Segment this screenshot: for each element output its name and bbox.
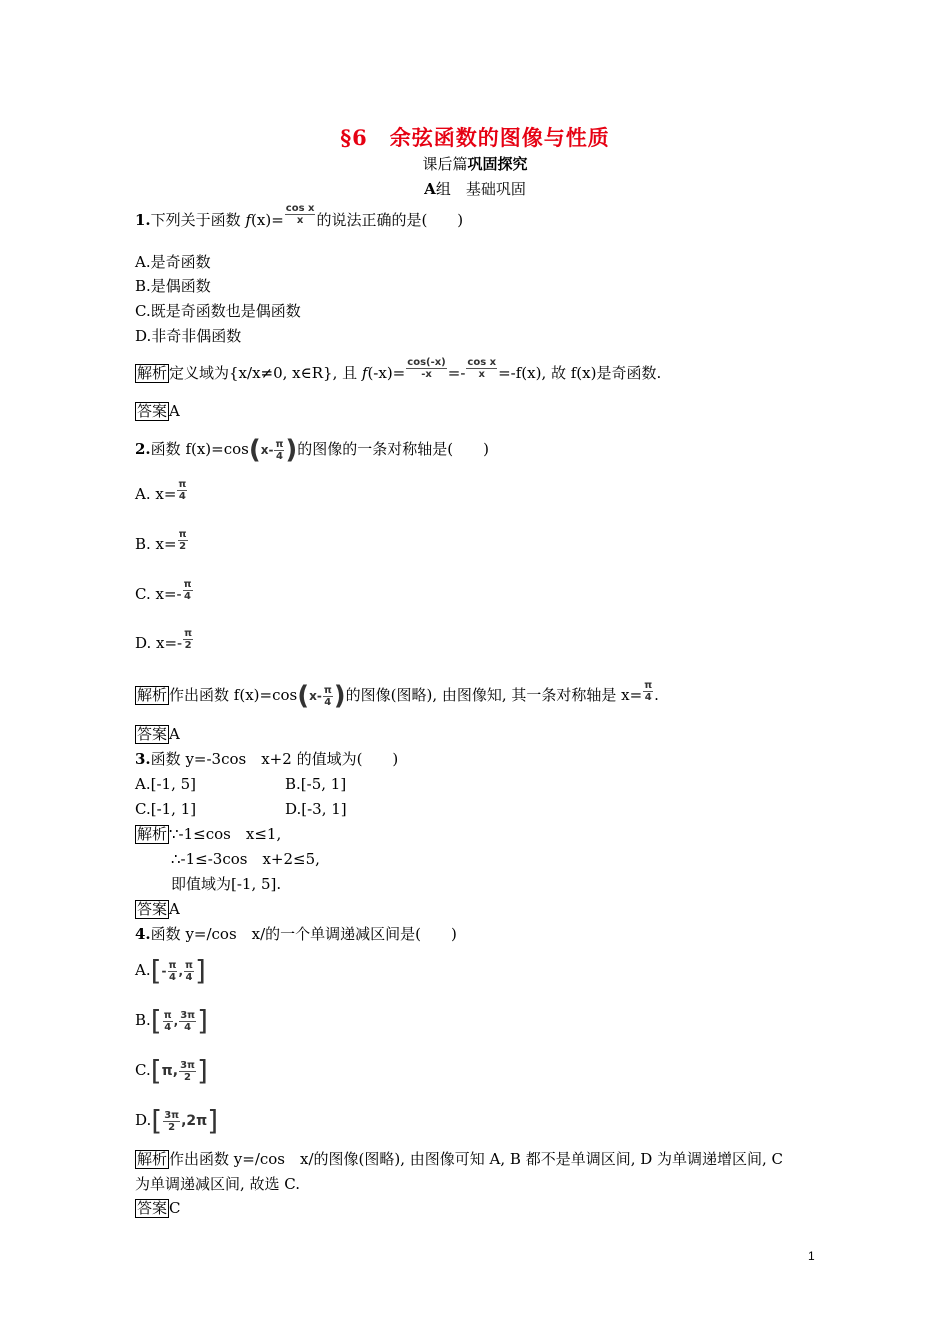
q3-option-a: A.[-1, 5] xyxy=(135,775,196,793)
q1-analysis-frac2 xyxy=(466,357,497,380)
frac-den: 4 xyxy=(169,971,176,983)
frac-num: cos(-x) xyxy=(407,356,446,368)
frac-den: 2 xyxy=(184,1071,191,1083)
frac-den: 2 xyxy=(179,540,187,552)
q4-option-a xyxy=(135,955,206,986)
page-title: §6 余弦函数的图像与性质 xyxy=(340,125,610,150)
q4-stem xyxy=(135,924,457,944)
q1-analysis-a: 定义域为{x/x≠0, x∈R}, 且 xyxy=(169,364,362,382)
frac-num: π xyxy=(184,627,193,639)
q1-option-a: A.是奇函数 xyxy=(135,253,211,271)
frac-den: 4 xyxy=(275,450,283,462)
frac-num: π xyxy=(185,959,193,971)
q1-eq: = xyxy=(271,211,284,229)
q1-analysis-f: f xyxy=(361,364,368,382)
frac-den: 4 xyxy=(185,971,193,983)
left-bracket: [ xyxy=(151,1104,163,1137)
q4-analysis-line2: 为单调递减区间, 故选 C. xyxy=(135,1175,301,1193)
right-paren: ) xyxy=(285,435,298,465)
q4-opt-b-frac2 xyxy=(179,1010,196,1033)
q2-opt-c-label: C. x=- xyxy=(135,585,182,603)
frac-num: 3π xyxy=(180,1009,196,1021)
q3-analysis xyxy=(135,824,281,844)
frac-den: 4 xyxy=(184,1021,192,1033)
frac-den: 2 xyxy=(184,639,192,651)
q2-option-a xyxy=(135,478,188,504)
q2-analysis-arg-x: x- xyxy=(309,689,322,703)
frac-num: π xyxy=(168,959,177,971)
q1-fraction xyxy=(285,203,316,226)
frac-den: 4 xyxy=(644,691,652,703)
q2-arg-frac xyxy=(274,439,284,462)
q1-option-d: D.非奇非偶函数 xyxy=(135,327,242,345)
q1-option-c: C.既是奇函数也是偶函数 xyxy=(135,302,301,320)
analysis-tag: 解析 xyxy=(137,825,168,843)
q3-stem xyxy=(135,749,398,769)
q2-opt-b-label: B. x= xyxy=(135,535,177,553)
q1-stem xyxy=(135,202,464,230)
left-bracket: [ xyxy=(150,1054,162,1087)
frac-num: π xyxy=(323,684,332,696)
q3-analysis-line1: ∵-1≤cos x≤1, xyxy=(169,825,282,843)
q2-analysis-b: 的图像(图略), 由图像知, 其一条对称轴是 x= xyxy=(345,686,643,704)
q4-number: 4. xyxy=(135,925,151,943)
frac-den: 4 xyxy=(178,490,186,502)
q2-opt-d-frac xyxy=(183,628,193,651)
q4-answer-value: C xyxy=(169,1199,181,1217)
q1-number: 1. xyxy=(135,211,151,229)
answer-tag: 答案 xyxy=(137,900,168,918)
q4-option-c xyxy=(135,1055,208,1086)
q4-opt-c-start: π, xyxy=(161,1063,179,1079)
frac-den: 4 xyxy=(184,590,192,602)
frac-num: 3π xyxy=(164,1109,180,1121)
right-bracket: ] xyxy=(207,1104,219,1137)
q3-stem-text: 函数 y=-3cos x+2 的值域为( ) xyxy=(150,750,399,768)
q1-frac-den: x xyxy=(296,214,304,226)
frac-den: -x xyxy=(421,368,432,380)
q4-opt-b-label: B. xyxy=(135,1011,151,1029)
q4-opt-a-frac1 xyxy=(168,960,178,983)
q4-opt-a-frac2 xyxy=(184,960,194,983)
frac-num: π xyxy=(275,438,284,450)
right-paren: ) xyxy=(333,681,346,711)
q3-answer xyxy=(135,899,180,919)
q4-opt-b-frac1 xyxy=(163,1010,173,1033)
q4-opt-c-label: C. xyxy=(135,1061,151,1079)
comma: , xyxy=(173,1014,179,1028)
q3-analysis-line2: ∴-1≤-3cos x+2≤5, xyxy=(171,850,320,868)
q2-analysis-c: . xyxy=(654,686,659,704)
right-bracket: ] xyxy=(196,1054,208,1087)
left-paren: ( xyxy=(248,435,261,465)
group-heading xyxy=(0,178,950,199)
group-rest: 组 基础巩固 xyxy=(435,180,526,198)
frac-den: 4 xyxy=(324,696,332,708)
q3-option-c: C.[-1, 1] xyxy=(135,800,197,818)
group-letter: A xyxy=(424,180,436,198)
left-bracket: [ xyxy=(150,1004,162,1037)
q2-analysis-answer-frac xyxy=(643,680,653,703)
q3-answer-value: A xyxy=(169,900,180,918)
q4-analysis-line1: 作出函数 y=/cos x/的图像(图略), 由图像可知 A, B 都不是单调区间, D 为单调递增区间, C xyxy=(169,1150,784,1168)
q2-arg-x: x- xyxy=(260,443,274,457)
minus-sign: - xyxy=(161,964,167,978)
frac-num: π xyxy=(178,478,187,490)
q2-opt-c-frac xyxy=(183,579,193,602)
q2-stem-a: 函数 f(x)=cos xyxy=(150,440,249,458)
q3-analysis-line3: 即值域为[-1, 5]. xyxy=(171,875,282,893)
q1-frac-num: cos x xyxy=(285,202,315,214)
analysis-tag: 解析 xyxy=(137,1150,168,1168)
q4-stem-text: 函数 y=/cos x/的一个单调递减区间是( ) xyxy=(150,925,457,943)
q1-analysis-b: (-x)= xyxy=(367,364,406,382)
q1-analysis-c: =- xyxy=(447,364,466,382)
q1-option-b: B.是偶函数 xyxy=(135,277,211,295)
frac-den: x xyxy=(478,368,485,380)
subtitle-plain: 课后篇 xyxy=(422,155,468,173)
q1-fx: f xyxy=(245,211,252,229)
q2-answer-value: A xyxy=(169,725,180,743)
subtitle-bold: 巩固探究 xyxy=(467,155,528,173)
q2-opt-a-label: A. x= xyxy=(135,485,177,503)
q1-analysis xyxy=(135,356,662,383)
q2-opt-d-label: D. x=- xyxy=(135,634,183,652)
answer-tag: 答案 xyxy=(137,1199,168,1217)
q2-stem xyxy=(135,437,489,463)
page-number: 1 xyxy=(808,1249,815,1263)
q2-answer xyxy=(135,724,180,744)
left-paren: ( xyxy=(297,681,310,711)
q1-stem-a: 下列关于函数 xyxy=(150,211,246,229)
q2-option-d xyxy=(135,627,194,653)
q1-paren: (x) xyxy=(251,211,272,229)
q4-opt-d-label: D. xyxy=(135,1111,152,1129)
frac-num: 3π xyxy=(180,1059,195,1071)
q4-opt-a-label: A. xyxy=(135,961,151,979)
right-bracket: ] xyxy=(197,1004,209,1037)
q4-option-d xyxy=(135,1105,218,1136)
q4-opt-c-frac xyxy=(179,1060,196,1083)
q2-opt-a-frac xyxy=(177,479,187,502)
q2-opt-b-frac xyxy=(178,529,188,552)
q1-answer-value: A xyxy=(169,402,180,420)
q2-option-b xyxy=(135,528,189,554)
analysis-tag: 解析 xyxy=(137,686,168,704)
frac-num: π xyxy=(644,679,653,691)
comma: , xyxy=(178,964,184,978)
q3-option-d: D.[-3, 1] xyxy=(285,800,347,818)
q4-analysis xyxy=(135,1149,783,1169)
q4-answer xyxy=(135,1198,181,1218)
frac-den: 2 xyxy=(168,1121,176,1133)
analysis-tag: 解析 xyxy=(137,364,168,382)
frac-num: π xyxy=(183,578,192,590)
q1-stem-b: 的说法正确的是( ) xyxy=(316,211,464,229)
q4-option-b xyxy=(135,1005,208,1036)
q2-analysis-arg-frac xyxy=(323,685,333,708)
frac-num: π xyxy=(178,528,187,540)
q2-analysis-a: 作出函数 f(x)=cos xyxy=(169,686,298,704)
q1-analysis-frac1 xyxy=(406,357,447,380)
q4-opt-d-end: ,2π xyxy=(181,1113,208,1129)
frac-den: 4 xyxy=(164,1021,172,1033)
q3-option-b: B.[-5, 1] xyxy=(285,775,347,793)
q2-option-c xyxy=(135,578,194,604)
frac-num: π xyxy=(163,1009,172,1021)
q4-opt-d-frac xyxy=(163,1110,180,1133)
q1-answer xyxy=(135,401,180,421)
q2-number: 2. xyxy=(135,440,151,458)
answer-tag: 答案 xyxy=(137,402,168,420)
q2-analysis xyxy=(135,679,659,711)
left-bracket: [ xyxy=(150,954,162,987)
answer-tag: 答案 xyxy=(137,725,168,743)
q3-number: 3. xyxy=(135,750,151,768)
q1-analysis-d: =-f(x), 故 f(x)是奇函数. xyxy=(498,364,662,382)
subtitle xyxy=(0,153,950,174)
right-bracket: ] xyxy=(194,954,206,987)
frac-num: cos x xyxy=(467,356,497,368)
q2-stem-b: 的图像的一条对称轴是( ) xyxy=(297,440,490,458)
